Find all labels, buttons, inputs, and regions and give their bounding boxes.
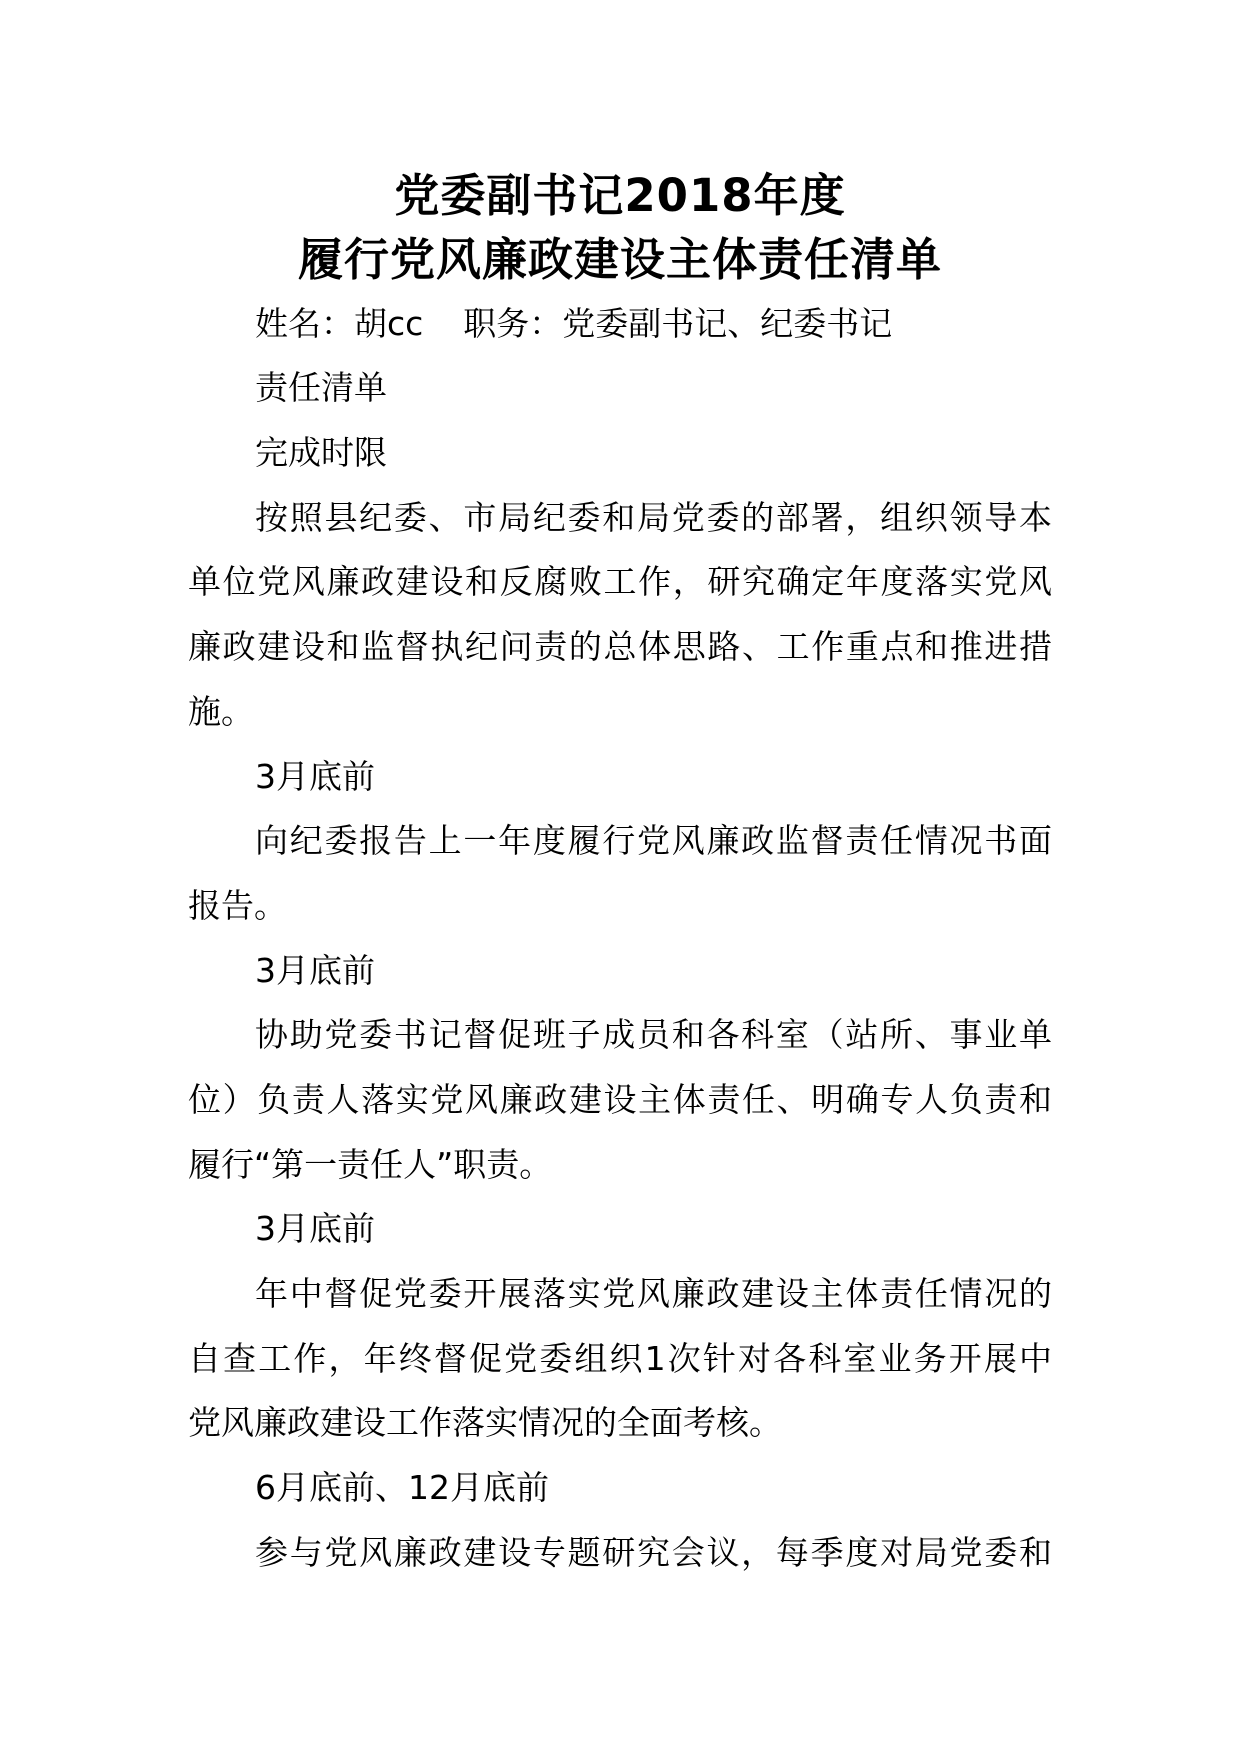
name-position-line xyxy=(255,302,892,346)
item-3-deadline: 3月底前 xyxy=(255,1209,375,1248)
item-1-line-4: 施。 xyxy=(188,692,254,731)
item-2-line-2: 报告。 xyxy=(188,886,287,925)
header-deadline: 完成时限 xyxy=(255,433,387,472)
document-title-line-2: 履行党风廉政建设主体责任清单 xyxy=(297,233,942,286)
item-1-line-1: 按照县纪委、市局纪委和局党委的部署，组织领导本 xyxy=(255,498,1052,537)
item-4-line-1: 年中督促党委开展落实党风廉政建设主体责任情况的 xyxy=(255,1274,1052,1313)
item-3-line-3: 履行“第一责任人”职责。 xyxy=(188,1145,553,1184)
item-4-deadline: 6月底前、12月底前 xyxy=(255,1468,549,1507)
item-3-line-2: 位）负责人落实党风廉政建设主体责任、明确专人负责和 xyxy=(188,1080,1052,1119)
item-2-deadline: 3月底前 xyxy=(255,951,375,990)
document-title-line-1: 党委副书记2018年度 xyxy=(394,169,846,222)
item-1-line-2: 单位党风廉政建设和反腐败工作，研究确定年度落实党风 xyxy=(188,562,1052,601)
item-4-line-2: 自查工作，年终督促党委组织1次针对各科室业务开展中 xyxy=(188,1339,1052,1378)
item-4-line-3: 党风廉政建设工作落实情况的全面考核。 xyxy=(188,1403,782,1442)
item-1-line-3: 廉政建设和监督执纪问责的总体思路、工作重点和推进措 xyxy=(188,627,1052,666)
header-responsibility-list: 责任清单 xyxy=(255,368,387,407)
name-label: 姓名：胡cc xyxy=(255,304,424,343)
item-1-deadline: 3月底前 xyxy=(255,757,375,796)
position-label: 职务：党委副书记、纪委书记 xyxy=(463,304,893,343)
item-2-line-1: 向纪委报告上一年度履行党风廉政监督责任情况书面 xyxy=(255,821,1052,860)
item-3-line-1: 协助党委书记督促班子成员和各科室（站所、事业单 xyxy=(255,1015,1052,1054)
item-5-line-1: 参与党风廉政建设专题研究会议，每季度对局党委和 xyxy=(255,1533,1052,1572)
